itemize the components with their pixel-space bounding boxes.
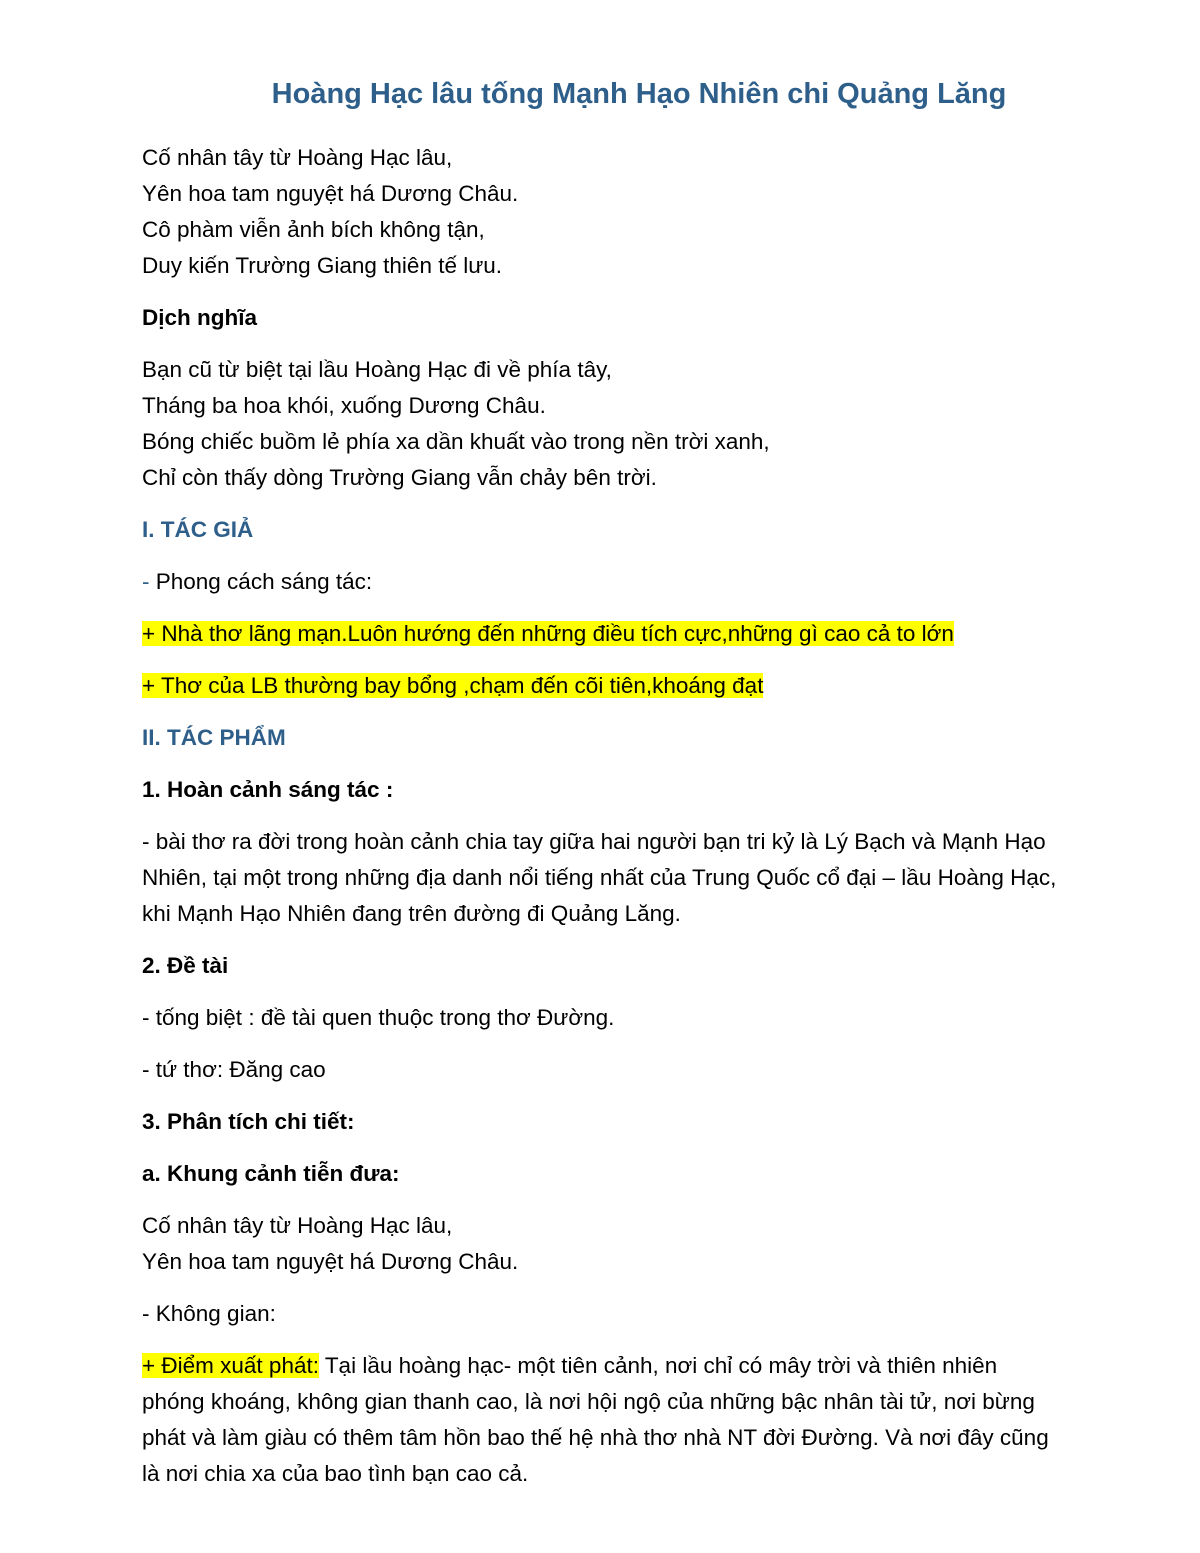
translation-line: Bạn cũ từ biệt tại lầu Hoàng Hạc đi về phía tây, <box>142 357 612 382</box>
translation-line: Bóng chiếc buồm lẻ phía xa dần khuất vào trong nền trời xanh, <box>142 429 770 454</box>
translation-line: Chỉ còn thấy dòng Trường Giang vẫn chảy bên trời. <box>142 465 657 490</box>
start-point-text: Tại lầu hoàng hạc- một tiên cảnh, nơi chỉ có mây trời và thiên nhiên phóng khoáng, không gian thanh cao, là nơi hội ngộ của những bậc nhân tài tử, nơi bừng phát và làm giàu có thêm tâm hồn bao thế hệ nhà thơ nhà NT đời Đường. Và nơi đây cũng là nơi chia xa của bao tình bạn cao cả. <box>142 1353 1049 1486</box>
style-point-2 <box>142 668 1072 704</box>
poem-line: Yên hoa tam nguyệt há Dương Châu. <box>142 1249 519 1274</box>
poem-line: Cố nhân tây từ Hoàng Hạc lâu, <box>142 1213 453 1238</box>
style-label <box>142 564 1072 600</box>
poem-line: Cô phàm viễn ảnh bích không tận, <box>142 217 485 242</box>
poem-translation <box>142 352 1072 496</box>
context-heading: 1. Hoàn cảnh sáng tác : <box>142 777 394 802</box>
poem-original <box>142 140 1072 284</box>
document-page <box>142 72 1072 1508</box>
poem-line: Cố nhân tây từ Hoàng Hạc lâu, <box>142 145 453 170</box>
topic-heading: 2. Đề tài <box>142 953 229 978</box>
farewell-poem <box>142 1208 1072 1280</box>
context-text: - bài thơ ra đời trong hoàn cảnh chia tay giữa hai người bạn tri kỷ là Lý Bạch và Mạnh Hạo Nhiên, tại một trong những địa danh nổi tiếng nhất của Trung Quốc cổ đại – lầu Hoàng Hạc, khi Mạnh Hạo Nhiên đang trên đường đi Quảng Lăng. <box>142 829 1057 926</box>
topic-line-1: - tống biệt : đề tài quen thuộc trong thơ Đường. <box>142 1005 615 1030</box>
topic-line-2: - tứ thơ: Đăng cao <box>142 1057 326 1082</box>
highlighted-text: + Nhà thơ lãng mạn.Luôn hướng đến những điều tích cực,những gì cao cả to lớn <box>142 621 954 646</box>
section-author-heading: I. TÁC GIẢ <box>142 517 254 542</box>
poem-line: Duy kiến Trường Giang thiên tế lưu. <box>142 253 503 278</box>
translation-heading: Dịch nghĩa <box>142 305 258 330</box>
highlighted-text: + Thơ của LB thường bay bổng ,chạm đến cõi tiên,khoáng đạt <box>142 673 764 698</box>
start-point-paragraph <box>142 1348 1057 1492</box>
poem-line: Yên hoa tam nguyệt há Dương Châu. <box>142 181 519 206</box>
style-label-dash: - <box>142 569 156 594</box>
style-point-1 <box>142 616 1072 652</box>
style-label-text: Phong cách sáng tác: <box>155 569 373 594</box>
farewell-scene-heading: a. Khung cảnh tiễn đưa: <box>142 1161 400 1186</box>
document-title: Hoàng Hạc lâu tống Mạnh Hạo Nhiên chi Quảng Lăng <box>271 78 1007 110</box>
translation-line: Tháng ba hoa khói, xuống Dương Châu. <box>142 393 546 418</box>
start-point-label: + Điểm xuất phát: <box>142 1353 319 1378</box>
space-label: - Không gian: <box>142 1301 276 1326</box>
analysis-heading: 3. Phân tích chi tiết: <box>142 1109 355 1134</box>
section-work-heading: II. TÁC PHẨM <box>142 725 286 750</box>
